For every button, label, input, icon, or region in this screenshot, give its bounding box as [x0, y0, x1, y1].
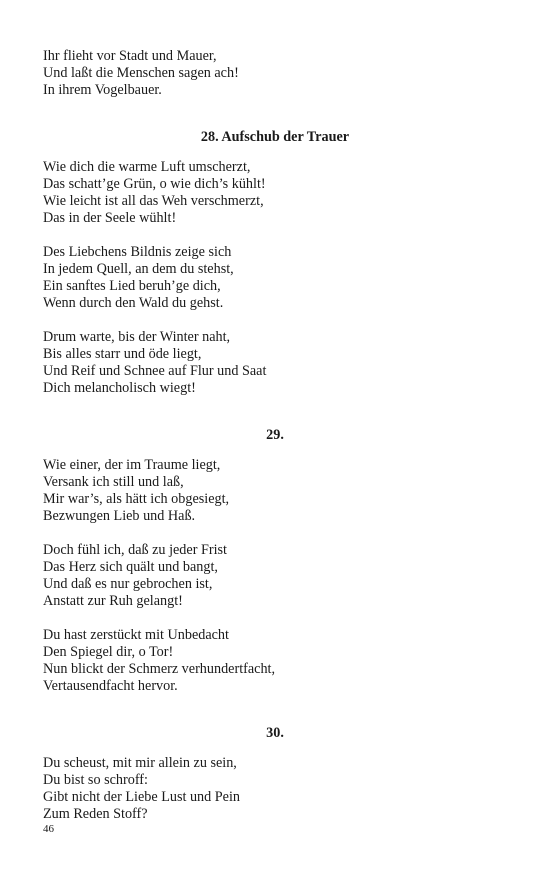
verse-line: Wie leicht ist all das Weh verschmerzt, [43, 193, 264, 209]
verse-line: In ihrem Vogelbauer. [43, 82, 162, 98]
verse-line: Doch fühl ich, daß zu jeder Frist [43, 542, 227, 558]
stanza [43, 457, 507, 525]
verse-line: Das Herz sich quält und bangt, [43, 559, 218, 575]
verse-line: Mir war’s, als hätt ich obgesiegt, [43, 491, 230, 507]
verse-line: Versank ich still und laß, [43, 474, 184, 490]
poem-title-30: 30. [266, 725, 284, 741]
verse-line: Zum Reden Stoff? [43, 806, 148, 822]
verse-line: Den Spiegel dir, o Tor! [43, 644, 174, 660]
verse-line: Das schatt’ge Grün, o wie dich’s kühlt! [43, 176, 266, 192]
verse-line: Wie einer, der im Traume liegt, [43, 457, 221, 473]
verse-line: Vertausendfacht hervor. [43, 678, 178, 694]
verse-line: Wenn durch den Wald du gehst. [43, 295, 224, 311]
verse-line: Bis alles starr und öde liegt, [43, 346, 202, 362]
verse-line: Ein sanftes Lied beruh’ge dich, [43, 278, 221, 294]
stanza [43, 244, 507, 312]
page-number: 46 [43, 823, 54, 835]
verse-line: Dich melancholisch wiegt! [43, 380, 196, 396]
verse-line: Du scheust, mit mir allein zu sein, [43, 755, 237, 771]
verse-line: Bezwungen Lieb und Haß. [43, 508, 196, 524]
verse-line: Das in der Seele wühlt! [43, 210, 177, 226]
stanza [43, 542, 507, 610]
verse-line: In jedem Quell, an dem du stehst, [43, 261, 234, 277]
verse-line: Und laßt die Menschen sagen ach! [43, 65, 239, 81]
verse-line: Du hast zerstückt mit Unbedacht [43, 627, 229, 643]
verse-line: Drum warte, bis der Winter naht, [43, 329, 231, 345]
verse-line: Des Liebchens Bildnis zeige sich [43, 244, 232, 260]
verse-line: Wie dich die warme Luft umscherzt, [43, 159, 251, 175]
verse-line: Du bist so schroff: [43, 772, 148, 788]
stanza [43, 329, 507, 397]
poem-title-29: 29. [266, 427, 284, 443]
poem-title-28: 28. Aufschub der Trauer [200, 129, 350, 145]
verse-line: Nun blickt der Schmerz verhundertfacht, [43, 661, 276, 677]
intro-stanza [43, 48, 507, 99]
book-page [43, 48, 507, 823]
verse-line: Ihr flieht vor Stadt und Mauer, [43, 48, 217, 64]
verse-line: Gibt nicht der Liebe Lust und Pein [43, 789, 241, 805]
verse-line: Und daß es nur gebrochen ist, [43, 576, 213, 592]
verse-line: Und Reif und Schnee auf Flur und Saat [43, 363, 267, 379]
stanza [43, 627, 507, 695]
stanza [43, 755, 507, 823]
verse-line: Anstatt zur Ruh gelangt! [43, 593, 183, 609]
stanza [43, 159, 507, 227]
